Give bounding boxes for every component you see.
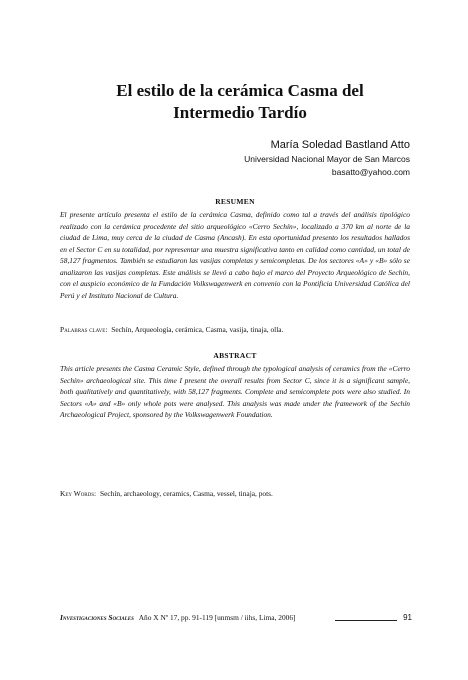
footer-rule	[335, 620, 397, 621]
palabras-clave	[60, 324, 410, 335]
author-block	[150, 138, 410, 179]
footer-journal-name: Investigaciones Sociales	[60, 613, 134, 622]
author-affiliation: Universidad Nacional Mayor de San Marcos	[244, 154, 410, 164]
article-title	[60, 80, 420, 124]
author-name: María Soledad Bastland Atto	[270, 139, 410, 151]
palabras-clave-label: Palabras clave:	[60, 325, 108, 334]
resumen-heading: RESUMEN	[215, 197, 255, 206]
footer-citation: Año X Nº 17, pp. 91-119 [unmsm / iihs, Lima, 2006]	[138, 613, 296, 622]
resumen-text: El presente artículo presenta el estilo de la cerámica Casma, definido como tal a través del análisis tipológico realizado con la cerámica procedente del sitio arqueológico «Cerro Sechín», localizado a 370 km al norte de la ciudad de Lima, muy cerca de la ciudad de Casma (Ancash). En esta oportunidad presento los resultados hallados en el Sector C en su totalidad, por representar una muestra significativa tanto en calidad como cantidad, un total de 58,127 fragmentos. También se estudiaron las vasijas completas y semicompletas. De los sectores «A» y «B» sólo se analizaron las vasijas completas. Este análisis se llevó a cabo bajo el marco del Proyecto Arqueológico de Sechín, con el auspicio económico de la Fundación Volkswagenwerk en convenio con la Pontificia Universidad Católica del Perú y el Instituto Nacional de Cultura.	[60, 210, 410, 300]
article-title-line-1: El estilo de la cerámica Casma del	[116, 81, 364, 100]
key-words-text: Sechín, archaeology, ceramics, Casma, vessel, tinaja, pots.	[99, 489, 273, 498]
key-words	[60, 488, 410, 499]
footer-page-number: 91	[403, 613, 412, 622]
page-footer	[60, 611, 412, 625]
palabras-clave-text: Sechín, Arqueología, cerámica, Casma, vasija, tinaja, olla.	[111, 325, 284, 334]
author-email[interactable]: basatto@yahoo.com	[331, 167, 410, 177]
key-words-label: Key Words:	[60, 489, 97, 498]
article-title-line-2: Intermedio Tardío	[173, 103, 307, 122]
abstract-text: This article presents the Casma Ceramic Style, defined through the typological analysis of ceramics from the «Cerro Sechín» archaeological site. This time I present the overall results from Sector C, since it is a significant sample, both qualitatively and quantitatively, with 58,127 fragments. Complete and semicomplete pots were also studied. In Sectors «A» and «B» only whole pots were analysed. This analysis was made under the framework of the Sechín Archaeological Project, sponsored by the Volkswagenwerk Foundation.	[60, 364, 410, 419]
abstract-heading: ABSTRACT	[213, 351, 257, 360]
